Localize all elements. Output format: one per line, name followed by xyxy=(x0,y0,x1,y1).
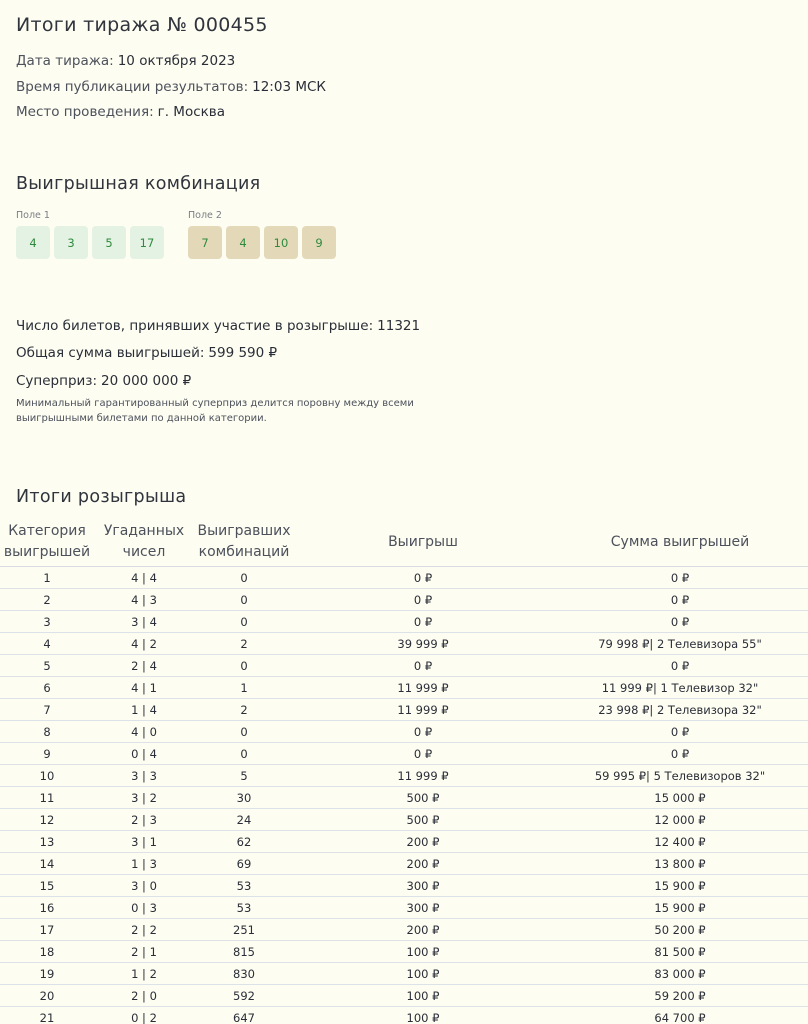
field-2-ball: 10 xyxy=(264,226,298,259)
prize-cell: 0 ₽ xyxy=(294,743,552,765)
draw-place-value: г. Москва xyxy=(157,104,226,120)
draw-date xyxy=(16,53,235,69)
table-row xyxy=(0,941,808,963)
winning-combinations-cell: 830 xyxy=(194,963,294,985)
total-cell: 15 900 ₽ xyxy=(552,897,808,919)
prize-cell: 39 999 ₽ xyxy=(294,633,552,655)
total-winnings xyxy=(16,345,277,361)
winning-combinations-cell: 69 xyxy=(194,853,294,875)
prize-cell: 300 ₽ xyxy=(294,897,552,919)
category-cell: 18 xyxy=(0,941,94,963)
winning-combinations-cell: 5 xyxy=(194,765,294,787)
category-cell: 3 xyxy=(0,611,94,633)
category-cell: 20 xyxy=(0,985,94,1007)
table-row xyxy=(0,985,808,1007)
table-row xyxy=(0,875,808,897)
publish-time-label: Время публикации результатов: xyxy=(16,79,249,95)
guessed-cell: 0 | 3 xyxy=(94,897,194,919)
superprize-label: Суперприз: xyxy=(16,373,98,389)
prize-cell: 0 ₽ xyxy=(294,611,552,633)
prize-cell: 0 ₽ xyxy=(294,721,552,743)
guessed-cell: 2 | 3 xyxy=(94,809,194,831)
total-cell: 15 900 ₽ xyxy=(552,875,808,897)
guessed-cell: 1 | 3 xyxy=(94,853,194,875)
prize-cell: 100 ₽ xyxy=(294,985,552,1007)
guessed-cell: 4 | 3 xyxy=(94,589,194,611)
total-cell: 15 000 ₽ xyxy=(552,787,808,809)
winning-combinations-cell: 1 xyxy=(194,677,294,699)
category-cell: 17 xyxy=(0,919,94,941)
total-cell: 11 999 ₽| 1 Телевизор 32" xyxy=(552,677,808,699)
publish-time xyxy=(16,79,326,95)
category-cell: 2 xyxy=(0,589,94,611)
draw-date-label: Дата тиража: xyxy=(16,53,114,69)
table-row xyxy=(0,699,808,721)
winning-combinations-cell: 0 xyxy=(194,589,294,611)
tickets-count-label: Число билетов, принявших участие в розыгрыше: xyxy=(16,318,374,334)
table-row xyxy=(0,589,808,611)
table-row xyxy=(0,611,808,633)
superprize-value: 20 000 000 ₽ xyxy=(101,373,192,389)
table-row xyxy=(0,897,808,919)
total-cell: 23 998 ₽| 2 Телевизора 32" xyxy=(552,699,808,721)
field-2-ball: 7 xyxy=(188,226,222,259)
field-2-ball: 4 xyxy=(226,226,260,259)
draw-place-label: Место проведения: xyxy=(16,104,154,120)
category-cell: 16 xyxy=(0,897,94,919)
category-cell: 8 xyxy=(0,721,94,743)
winning-combinations-cell: 53 xyxy=(194,897,294,919)
prize-cell: 200 ₽ xyxy=(294,831,552,853)
total-cell: 0 ₽ xyxy=(552,743,808,765)
guessed-cell: 2 | 4 xyxy=(94,655,194,677)
table-row xyxy=(0,633,808,655)
column-header-category: Категория выигрышей xyxy=(0,518,94,567)
winning-combinations-cell: 2 xyxy=(194,699,294,721)
category-cell: 10 xyxy=(0,765,94,787)
winning-combinations-cell: 0 xyxy=(194,611,294,633)
table-row xyxy=(0,677,808,699)
winning-combinations-cell: 0 xyxy=(194,743,294,765)
guessed-cell: 4 | 4 xyxy=(94,567,194,589)
table-row xyxy=(0,721,808,743)
winning-combinations-cell: 0 xyxy=(194,567,294,589)
guessed-cell: 4 | 2 xyxy=(94,633,194,655)
guessed-cell: 2 | 2 xyxy=(94,919,194,941)
tickets-count-value: 11321 xyxy=(377,318,421,334)
superprize xyxy=(16,373,191,389)
winning-combinations-cell: 62 xyxy=(194,831,294,853)
guessed-cell: 3 | 1 xyxy=(94,831,194,853)
table-row xyxy=(0,919,808,941)
guessed-cell: 0 | 2 xyxy=(94,1007,194,1024)
category-cell: 13 xyxy=(0,831,94,853)
guessed-cell: 3 | 0 xyxy=(94,875,194,897)
category-cell: 6 xyxy=(0,677,94,699)
total-cell: 59 200 ₽ xyxy=(552,985,808,1007)
field-1-ball: 3 xyxy=(54,226,88,259)
prize-cell: 500 ₽ xyxy=(294,809,552,831)
prize-cell: 200 ₽ xyxy=(294,853,552,875)
field-1-ball: 17 xyxy=(130,226,164,259)
category-cell: 15 xyxy=(0,875,94,897)
column-header-winning-combinations: Выигравших комбинаций xyxy=(194,518,294,567)
total-cell: 12 400 ₽ xyxy=(552,831,808,853)
guessed-cell: 4 | 0 xyxy=(94,721,194,743)
page-title: Итоги тиража № 000455 xyxy=(16,14,268,36)
publish-time-value: 12:03 МСК xyxy=(252,79,326,95)
total-cell: 79 998 ₽| 2 Телевизора 55" xyxy=(552,633,808,655)
total-cell: 59 995 ₽| 5 Телевизоров 32" xyxy=(552,765,808,787)
winning-combinations-cell: 815 xyxy=(194,941,294,963)
total-cell: 0 ₽ xyxy=(552,589,808,611)
category-cell: 1 xyxy=(0,567,94,589)
category-cell: 12 xyxy=(0,809,94,831)
table-row xyxy=(0,743,808,765)
category-cell: 11 xyxy=(0,787,94,809)
guessed-cell: 1 | 2 xyxy=(94,963,194,985)
prize-cell: 0 ₽ xyxy=(294,567,552,589)
category-cell: 14 xyxy=(0,853,94,875)
total-cell: 0 ₽ xyxy=(552,655,808,677)
total-winnings-label: Общая сумма выигрышей: xyxy=(16,345,205,361)
winning-combinations-cell: 0 xyxy=(194,721,294,743)
column-header-total: Сумма выигрышей xyxy=(552,518,808,567)
guessed-cell: 3 | 3 xyxy=(94,765,194,787)
winning-combinations-cell: 24 xyxy=(194,809,294,831)
category-cell: 19 xyxy=(0,963,94,985)
winning-combinations-cell: 647 xyxy=(194,1007,294,1024)
superprize-note: Минимальный гарантированный суперприз делится поровну между всеми выигрышными билетами по данной категории. xyxy=(16,398,414,424)
table-row xyxy=(0,853,808,875)
tickets-count xyxy=(16,318,420,334)
category-cell: 21 xyxy=(0,1007,94,1024)
table-row xyxy=(0,655,808,677)
total-cell: 13 800 ₽ xyxy=(552,853,808,875)
category-cell: 9 xyxy=(0,743,94,765)
prize-cell: 500 ₽ xyxy=(294,787,552,809)
winning-combinations-cell: 53 xyxy=(194,875,294,897)
total-cell: 83 000 ₽ xyxy=(552,963,808,985)
results-header-row xyxy=(0,518,808,567)
total-cell: 81 500 ₽ xyxy=(552,941,808,963)
total-cell: 0 ₽ xyxy=(552,611,808,633)
prize-cell: 0 ₽ xyxy=(294,655,552,677)
guessed-cell: 1 | 4 xyxy=(94,699,194,721)
category-cell: 4 xyxy=(0,633,94,655)
draw-place xyxy=(16,104,225,120)
field-2-label: Поле 2 xyxy=(188,210,222,221)
guessed-cell: 4 | 1 xyxy=(94,677,194,699)
prize-cell: 100 ₽ xyxy=(294,941,552,963)
field-2-ball: 9 xyxy=(302,226,336,259)
field-1-numbers xyxy=(16,226,164,259)
table-row xyxy=(0,765,808,787)
prize-cell: 100 ₽ xyxy=(294,1007,552,1024)
category-cell: 7 xyxy=(0,699,94,721)
results-heading: Итоги розыгрыша xyxy=(16,487,187,507)
total-cell: 12 000 ₽ xyxy=(552,809,808,831)
field-1-label: Поле 1 xyxy=(16,210,50,221)
column-header-guessed: Угаданных чисел xyxy=(94,518,194,567)
field-1-ball: 4 xyxy=(16,226,50,259)
winning-combinations-cell: 592 xyxy=(194,985,294,1007)
guessed-cell: 2 | 0 xyxy=(94,985,194,1007)
prize-cell: 11 999 ₽ xyxy=(294,699,552,721)
draw-date-value: 10 октября 2023 xyxy=(117,53,236,69)
prize-cell: 11 999 ₽ xyxy=(294,677,552,699)
total-cell: 0 ₽ xyxy=(552,567,808,589)
prize-cell: 300 ₽ xyxy=(294,875,552,897)
total-winnings-value: 599 590 ₽ xyxy=(208,345,278,361)
table-row xyxy=(0,1007,808,1024)
winning-combinations-cell: 251 xyxy=(194,919,294,941)
results-table xyxy=(0,518,808,1024)
table-row xyxy=(0,567,808,589)
combination-heading: Выигрышная комбинация xyxy=(16,174,261,194)
table-row xyxy=(0,963,808,985)
results-body xyxy=(0,567,808,1024)
prize-cell: 100 ₽ xyxy=(294,963,552,985)
field-1-ball: 5 xyxy=(92,226,126,259)
winning-combinations-cell: 2 xyxy=(194,633,294,655)
table-row xyxy=(0,831,808,853)
winning-combinations-cell: 0 xyxy=(194,655,294,677)
winning-combinations-cell: 30 xyxy=(194,787,294,809)
column-header-prize: Выигрыш xyxy=(294,518,552,567)
category-cell: 5 xyxy=(0,655,94,677)
prize-cell: 200 ₽ xyxy=(294,919,552,941)
guessed-cell: 3 | 4 xyxy=(94,611,194,633)
total-cell: 0 ₽ xyxy=(552,721,808,743)
table-row xyxy=(0,787,808,809)
table-row xyxy=(0,809,808,831)
total-cell: 64 700 ₽ xyxy=(552,1007,808,1024)
prize-cell: 11 999 ₽ xyxy=(294,765,552,787)
guessed-cell: 0 | 4 xyxy=(94,743,194,765)
guessed-cell: 3 | 2 xyxy=(94,787,194,809)
guessed-cell: 2 | 1 xyxy=(94,941,194,963)
prize-cell: 0 ₽ xyxy=(294,589,552,611)
total-cell: 50 200 ₽ xyxy=(552,919,808,941)
field-2-numbers xyxy=(188,226,336,259)
